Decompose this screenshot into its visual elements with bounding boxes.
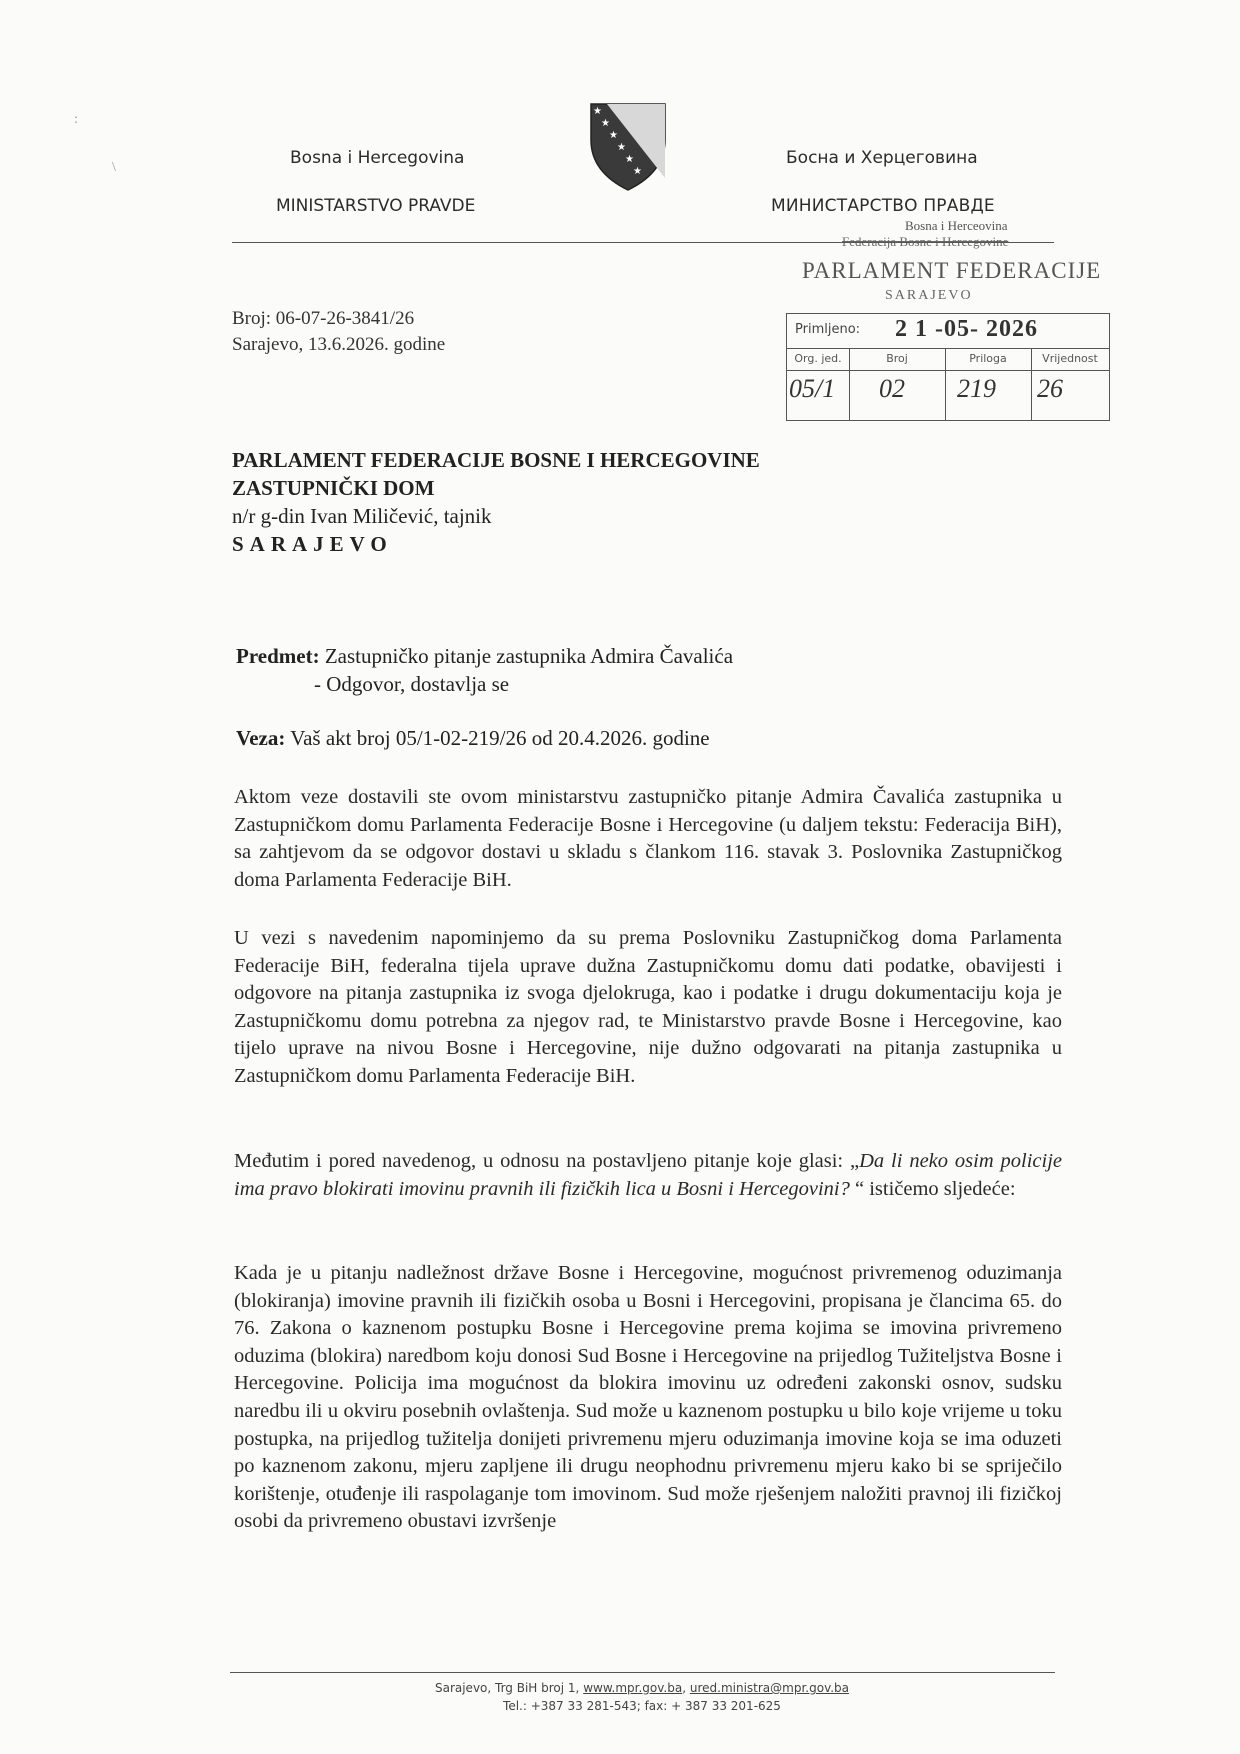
stamp-divider <box>1031 348 1032 420</box>
received-date: 2 1 -05- 2026 <box>895 316 1038 342</box>
addressee-line3: n/r g-din Ivan Miličević, tajnik <box>232 504 492 528</box>
col-org: Org. jed. <box>794 352 842 365</box>
footer-address-text: Sarajevo, Trg BiH broj 1, <box>434 1681 584 1695</box>
footer-divider <box>230 1672 1055 1673</box>
received-stamp <box>786 313 1110 421</box>
reference-number: Broj: 06-07-26-3841/26 <box>232 308 415 329</box>
p3-start: Međutim i pored navedenog, u odnosu na postavljeno pitanje koje glasi: „ <box>234 1150 860 1172</box>
header-left <box>276 148 476 216</box>
body-paragraph-3 <box>234 1148 1062 1203</box>
stamp-sub-line2: Federacija Bosne i Hercegovine <box>842 234 1009 249</box>
bih-coat-of-arms-icon <box>585 100 671 192</box>
p3-end: “ ističemo sljedeće: <box>849 1177 1016 1200</box>
hw-broj: 02 <box>879 374 905 403</box>
footer-phone: Tel.: +387 33 281-543; fax: + 387 33 201-625 <box>503 1699 781 1713</box>
hw-vrijednost: 26 <box>1037 374 1063 403</box>
stamp-divider <box>849 348 850 420</box>
document-reference <box>232 306 445 358</box>
footer-web-link[interactable]: www.mpr.gov.ba <box>583 1681 683 1695</box>
body-paragraph-1: Aktom veze dostavili ste ovom ministarstvu zastupničko pitanje Admira Čavalića zastupnika u Zastupničkom domu Parlamenta Federacije Bosne i Hercegovine (u daljem tekstu: Federacija BiH), sa zahtjevom da se odgovor dostavi u skladu s člankom 116. stavak 3. Poslovnika Zastupničkog doma Parlamenta Federacije BiH. <box>234 786 1062 891</box>
svg-text:★: ★ <box>601 118 610 129</box>
ministry-name-cyrillic: МИНИСТАРСТВО ПРАВДЕ <box>771 196 995 216</box>
reference-place-date: Sarajevo, 13.6.2026. godine <box>232 334 446 355</box>
parliament-stamp-city: SARAJEVO <box>885 288 973 303</box>
header-divider <box>232 242 1054 243</box>
svg-text:★: ★ <box>625 154 634 165</box>
subject-text: Zastupničko pitanje zastupnika Admira Čavalića <box>324 644 734 668</box>
subject <box>236 642 733 698</box>
hw-priloga: 219 <box>957 374 996 403</box>
veza <box>236 726 710 751</box>
body-paragraph-2: U vezi s navedenim napominjemo da su prema Poslovniku Zastupničkog doma Parlamenta Federacije BiH, federalna tijela uprave dužna Zastupničkomu domu dati podatke, obavijesti i odgovore na pitanja zastupnika iz svoga djelokruga, kao i podatke i drugu dokumentaciju koja je Zastupničkomu domu potrebna za njegov rad, te Ministarstvo pravde Bosne i Hercegovine, kao tijelo uprave na nivou Bosne i Hercegovine, nije dužno odgovarati na pitanja zastupnika u Zastupničkom domu Parlamenta Federacije BiH. <box>234 927 1062 1087</box>
col-broj: Broj <box>886 352 908 365</box>
country-name-latin: Bosna i Hercegovina <box>290 148 465 168</box>
svg-text:★: ★ <box>609 130 618 141</box>
parliament-stamp-title: PARLAMENT FEDERACIJE <box>802 258 1102 283</box>
addressee-line2: ZASTUPNIČKI DOM <box>232 476 435 500</box>
hw-org: 05/1 <box>789 374 836 403</box>
addressee-line1: PARLAMENT FEDERACIJE BOSNE I HERCEGOVINE <box>232 448 760 472</box>
p3-question: Da li neko osim policije ima pravo blokirati imovinu pravnih ili fizičkih lica u Bosni i Hercegovini? <box>234 1150 1062 1200</box>
col-vrijednost: Vrijednost <box>1042 352 1098 365</box>
veza-label: Veza: <box>236 726 286 750</box>
received-row <box>787 314 1109 349</box>
svg-text:★: ★ <box>633 166 642 177</box>
svg-text:★: ★ <box>617 142 626 153</box>
received-label: Primljeno: <box>795 322 861 337</box>
ministry-name-latin: MINISTARSTVO PRAVDE <box>276 196 476 216</box>
header-right <box>771 148 995 216</box>
veza-text: Vaš akt broj 05/1-02-219/26 od 20.4.2026. godine <box>290 726 710 750</box>
stamp-sub-line1: Bosna i Herceovina <box>905 218 1008 233</box>
scan-speck: \ <box>112 160 116 175</box>
subject-label: Predmet: <box>236 644 320 668</box>
body-paragraph-4: Kada je u pitanju nadležnost države Bosne i Hercegovine, mogućnost privremenog oduzimanja (blokiranja) imovine pravnih ili fizičkih osoba u Bosni i Hercegovini, propisana je člancima 65. do 76. Zakona o kaznenom postupku Bosne i Hercegovine prema kojima se imovina privremeno oduzima (blokira) naredbom koju donosi Sud Bosne i Hercegovine na prijedlog Tužiteljstva Bosne i Hercegovine. Policija ima mogućnost da blokira imovinu uz određeni zakonski osnov, sudsku naredbu ili u okviru posebnih ovlaštenja. Sud može u kaznenom postupku u bilo koje vrijeme u toku postupka, na prijedlog tužitelja donijeti privremenu mjeru oduzimanja imovine koja se ima oduzeti po kaznenom zakonu, mjeru zapljene ili drugu neophodnu privremenu mjeru kako bi se spriječilo korištenje, otuđenje ili raspolaganje tom imovinom. Sud može rješenjem naložiti pravnoj ili fizičkoj osobi da privremeno obustavi izvršenje <box>234 1262 1062 1533</box>
country-name-cyrillic: Босна и Херцеговина <box>786 148 978 168</box>
col-priloga: Priloga <box>969 352 1007 365</box>
stamp-column-headers <box>787 348 1109 371</box>
subject-sub: - Odgovor, dostavlja se <box>314 672 510 696</box>
footer-sep: , <box>682 1681 690 1695</box>
footer-email-link[interactable]: ured.ministra@mpr.gov.ba <box>689 1681 850 1695</box>
svg-text:★: ★ <box>593 106 602 117</box>
stamp-divider <box>945 348 946 420</box>
addressee-city: SARAJEVO <box>232 532 393 556</box>
addressee <box>232 446 760 558</box>
scan-speck: : <box>74 112 78 127</box>
footer-address <box>232 1681 1052 1695</box>
